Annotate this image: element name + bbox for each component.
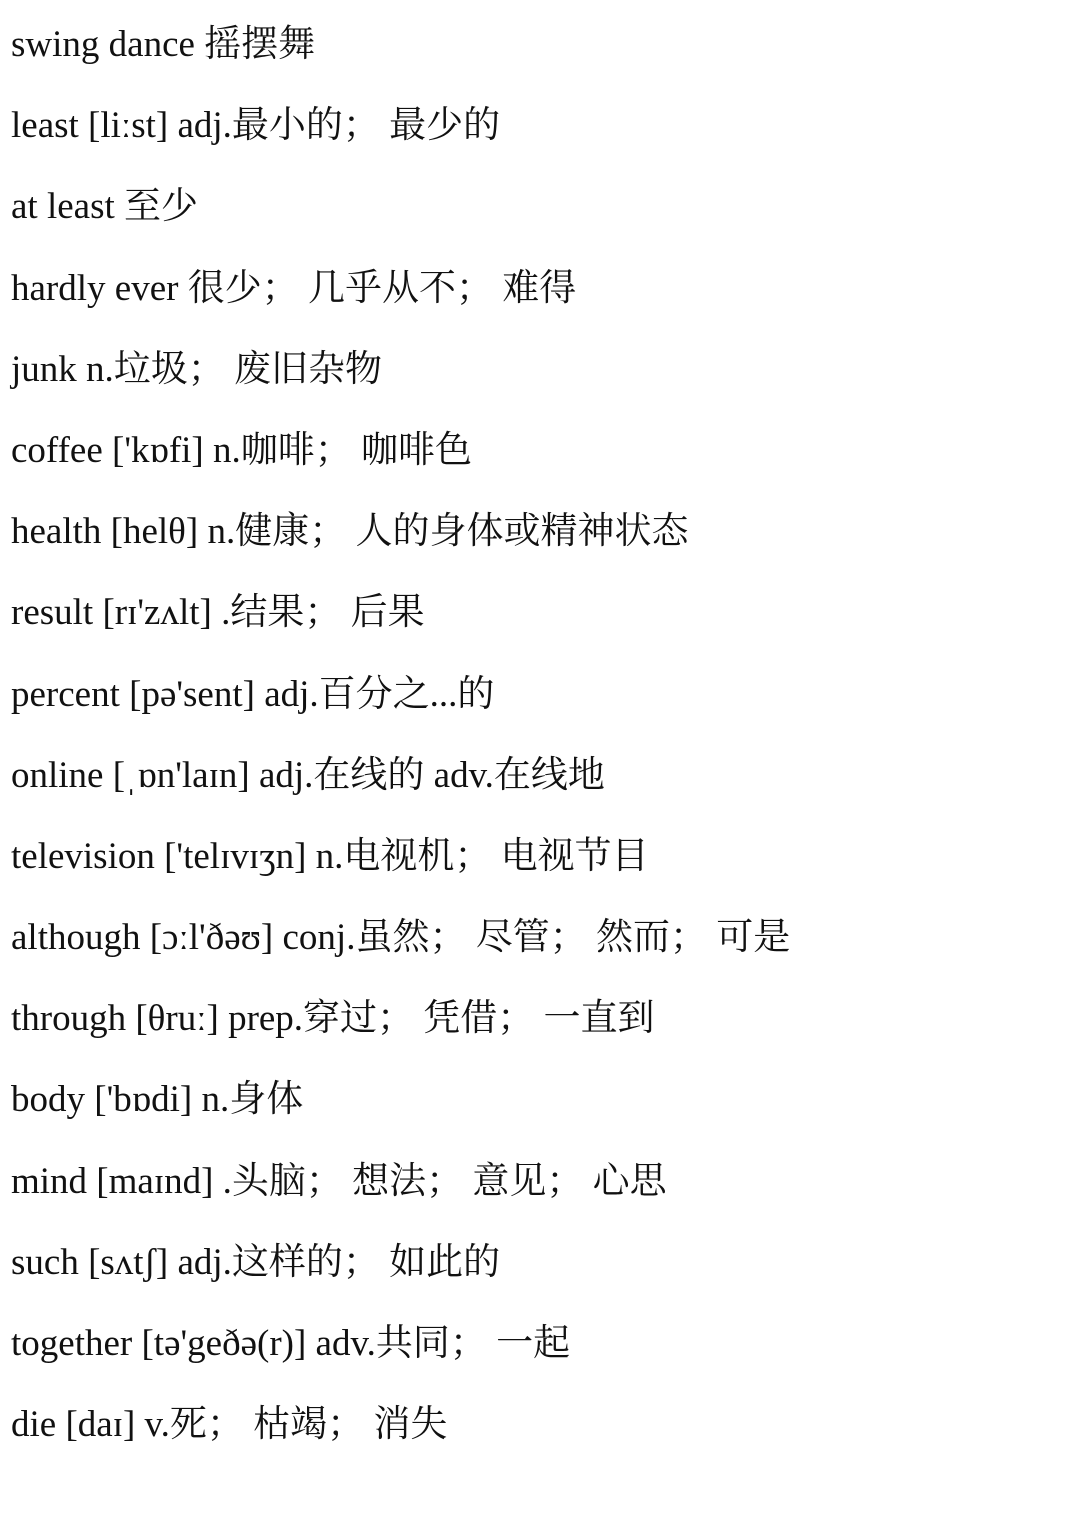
vocab-entry: at least 至少 bbox=[11, 186, 199, 228]
vocab-entry: swing dance 摇摆舞 bbox=[11, 24, 316, 65]
vocab-entry: such [sʌtʃ] adj.这样的； 如此的 bbox=[11, 1241, 501, 1283]
vocab-entry: online [ˌɒn'laɪn] adj.在线的 adv.在线地 bbox=[11, 754, 605, 796]
vocab-entry: through [θruː] prep.穿过； 凭借； 一直到 bbox=[11, 998, 655, 1040]
vocab-entry: hardly ever 很少； 几乎从不； 难得 bbox=[11, 267, 577, 309]
vocab-entry: coffee ['kɒfi] n.咖啡； 咖啡色 bbox=[11, 429, 473, 471]
vocab-entry: result [rɪ'zʌlt] .结果； 后果 bbox=[11, 592, 425, 634]
vocab-entry: die [daɪ] v.死； 枯竭； 消失 bbox=[11, 1404, 448, 1446]
vocab-entry: percent [pə'sent] adj.百分之...的 bbox=[11, 673, 495, 715]
vocab-entry: television ['telɪvɪʒn] n.电视机； 电视节目 bbox=[11, 835, 649, 877]
vocabulary-list bbox=[11, 17, 790, 1478]
vocab-entry: least [liːst] adj.最小的； 最少的 bbox=[11, 105, 501, 147]
vocab-entry: together [tə'geðə(r)] adv.共同； 一起 bbox=[11, 1323, 571, 1364]
vocab-entry: body ['bɒdi] n.身体 bbox=[11, 1079, 304, 1121]
vocab-entry: although [ɔːl'ðəʊ] conj.虽然； 尽管； 然而； 可是 bbox=[11, 917, 791, 959]
vocab-entry: mind [maɪnd] .头脑； 想法； 意见； 心思 bbox=[11, 1160, 667, 1202]
vocab-entry: health [helθ] n.健康； 人的身体或精神状态 bbox=[11, 511, 689, 553]
vocab-entry: junk n.垃圾； 废旧杂物 bbox=[11, 348, 383, 390]
